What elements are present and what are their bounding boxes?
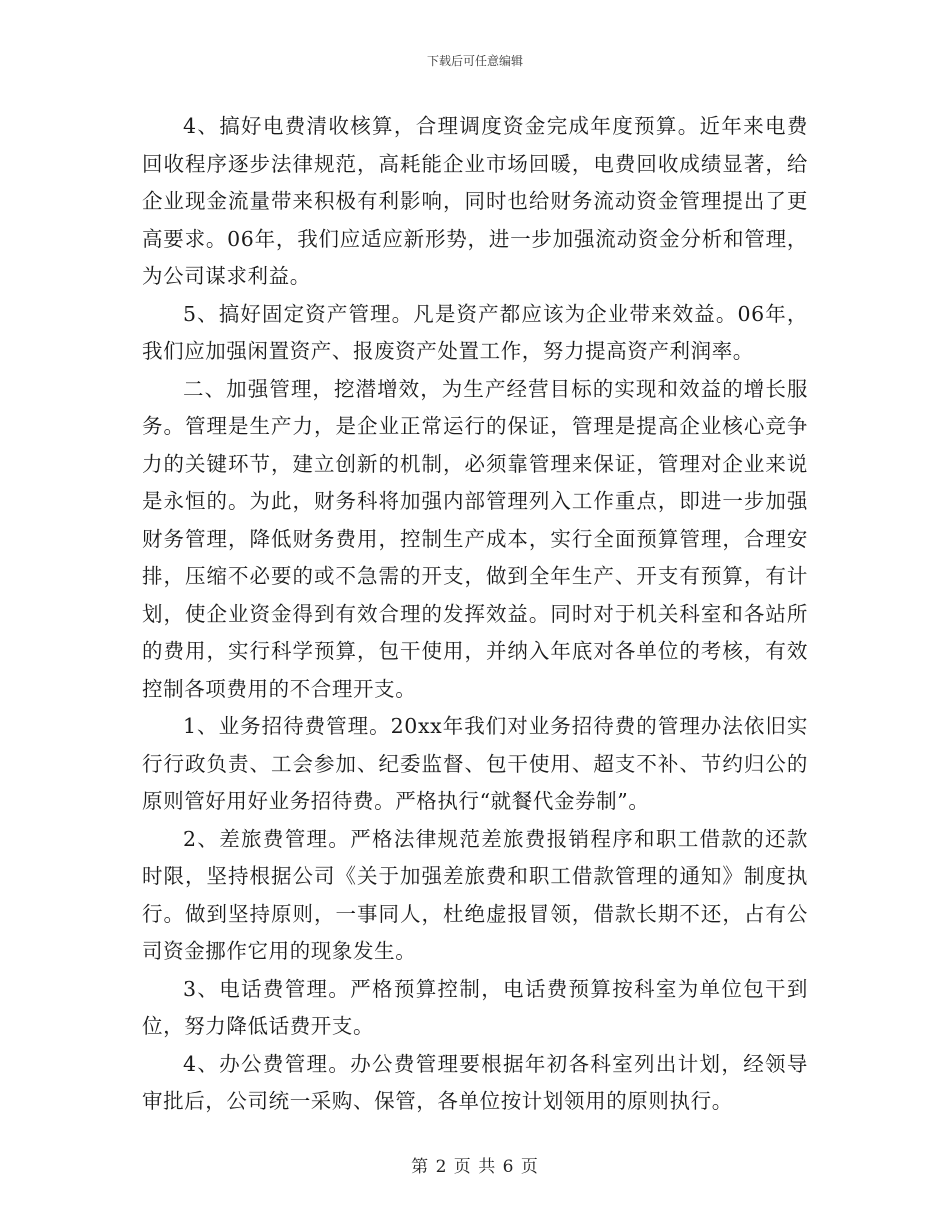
paragraph-management-section: 二、加强管理，挖潜增效，为生产经营目标的实现和效益的增长服务。管理是生产力，是企业正常运行的保证，管理是提高企业核心竞争力的关键环节，建立创新的机制，必须靠管理来保证，管理对企业来说是永恒的。为此，财务科将加强内部管理列入工作重点，即进一步加强财务管理，降低财务费用，控制生产成本，实行全面预算管理，合理安排，压缩不必要的或不急需的开支，做到全年生产、开支有预算，有计划，使企业资金得到有效合理的发挥效益。同时对于机关科室和各站所的费用，实行科学预算，包干使用，并纳入年底对各单位的考核，有效控制各项费用的不合理开支。: [142, 376, 808, 701]
document-body: [142, 108, 808, 1121]
paragraph-travel-fee: 2、差旅费管理。严格法律规范差旅费报销程序和职工借款的还款时限，坚持根据公司《关于加强差旅费和职工借款管理的通知》制度执行。做到坚持原则，一事同人，杜绝虚报冒领，借款长期不还，占有公司资金挪作它用的现象发生。: [142, 826, 808, 963]
paragraph-fixed-assets: 5、搞好固定资产管理。凡是资产都应该为企业带来效益。06年，我们应加强闲置资产、报废资产处置工作，努力提高资产利润率。: [142, 301, 808, 363]
page-header: 下载后可任意编辑: [426, 54, 523, 68]
paragraph-phone-fee: 3、电话费管理。严格预算控制，电话费预算按科室为单位包干到位，努力降低话费开支。: [142, 976, 808, 1038]
paragraph-electricity-fee: 4、搞好电费清收核算，合理调度资金完成年度预算。近年来电费回收程序逐步法律规范，高耗能企业市场回暖，电费回收成绩显著，给企业现金流量带来积极有利影响，同时也给财务流动资金管理提出了更高要求。06年，我们应适应新形势，进一步加强流动资金分析和管理，为公司谋求利益。: [142, 114, 808, 288]
paragraph-office-fee: 4、办公费管理。办公费管理要根据年初各科室列出计划，经领导审批后，公司统一采购、保管，各单位按计划领用的原则执行。: [142, 1051, 808, 1113]
page-number: 第 2 页 共 6 页: [411, 1157, 539, 1177]
paragraph-hospitality-fee: 1、业务招待费管理。20xx年我们对业务招待费的管理办法依旧实行行政负责、工会参加、纪委监督、包干使用、超支不补、节约归公的原则管好用好业务招待费。严格执行“就餐代金券制”。: [142, 714, 808, 813]
